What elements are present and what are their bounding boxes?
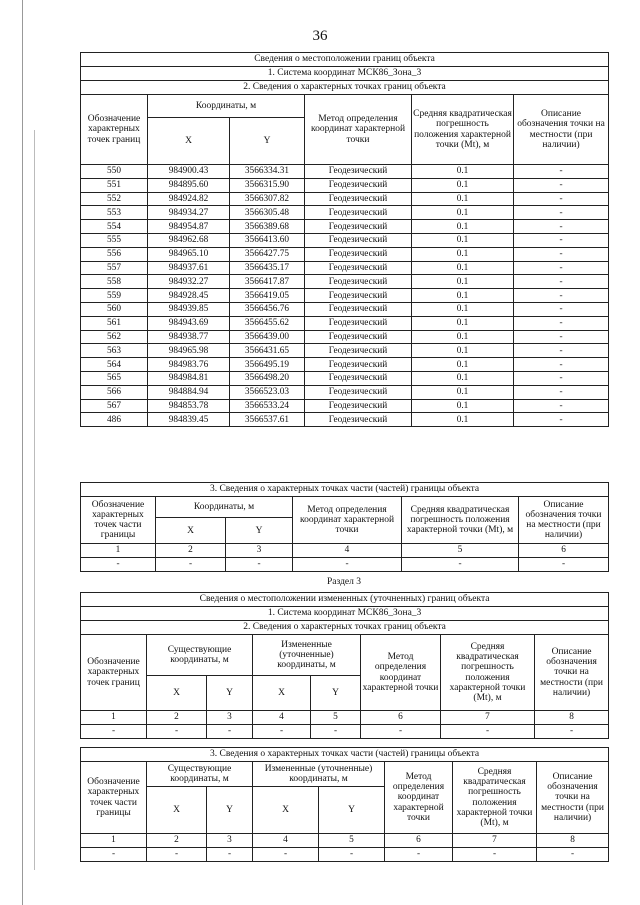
point-id-cell: 560 [81,302,148,316]
coord-y-cell: 3566456.76 [230,302,305,316]
point-id-cell: 486 [81,413,148,427]
empty-cell: - [81,847,147,861]
description-cell: - [514,247,609,261]
header-x: X [156,518,226,544]
header-description: Описание обозначения точки на местности (при наличии) [537,762,609,834]
coord-x-cell: 984965.10 [148,247,230,261]
column-number: 6 [385,834,453,848]
point-id-cell: 562 [81,330,148,344]
table-row [81,289,609,303]
description-cell: - [514,275,609,289]
header-description: Описание обозначения точки на местности (при наличии) [519,497,609,544]
coord-x-cell: 984962.68 [148,233,230,247]
empty-cell: - [147,724,207,738]
point-id-cell: 561 [81,316,148,330]
method-cell: Геодезический [305,385,412,399]
error-mt-cell: 0.1 [412,289,514,303]
point-id-cell: 551 [81,178,148,192]
empty-cell: - [402,557,519,571]
header-error: Средняя квадратическая погрешность положения характерной точки (Mt), м [453,762,537,834]
column-number: 5 [319,834,385,848]
method-cell: Геодезический [305,275,412,289]
binding-margin-line [34,130,35,870]
table-title: Сведения о местоположении измененных (уточненных) границ объекта [81,593,609,607]
empty-cell: - [537,847,609,861]
coord-y-cell: 3566533.24 [230,399,305,413]
coord-y-cell: 3566537.61 [230,413,305,427]
method-cell: Геодезический [305,165,412,179]
description-cell: - [514,330,609,344]
coord-y-cell: 3566495.19 [230,358,305,372]
coord-x-cell: 984983.76 [148,358,230,372]
column-number: 1 [81,544,156,558]
coord-y-cell: 3566523.03 [230,385,305,399]
point-id-cell: 558 [81,275,148,289]
empty-row [81,724,609,738]
point-id-cell: 552 [81,192,148,206]
coord-y-cell: 3566307.82 [230,192,305,206]
coord-x-cell: 984932.27 [148,275,230,289]
changed-part-boundary-points-table [80,747,609,862]
part-boundary-points-table [80,482,609,572]
method-cell: Геодезический [305,289,412,303]
table-row [81,261,609,275]
coord-x-cell: 984954.87 [148,220,230,234]
coord-y-cell: 3566389.68 [230,220,305,234]
coord-y-cell: 3566334.31 [230,165,305,179]
column-numbers-row [81,711,609,725]
method-cell: Геодезический [305,247,412,261]
header-x: X [253,676,311,711]
header-method: Метод определения координат характерной точки [385,762,453,834]
point-id-cell: 550 [81,165,148,179]
error-mt-cell: 0.1 [412,344,514,358]
empty-cell: - [253,724,311,738]
header-error: Средняя квадратическая погрешность положения характерной точки (Mt), м [412,95,514,165]
coord-x-cell: 984939.85 [148,302,230,316]
coord-x-cell: 984965.98 [148,344,230,358]
point-id-cell: 554 [81,220,148,234]
error-mt-cell: 0.1 [412,385,514,399]
column-number: 5 [311,711,361,725]
coord-system: 1. Система координат МСК86_Зона_3 [81,67,609,81]
point-id-cell: 564 [81,358,148,372]
error-mt-cell: 0.1 [412,358,514,372]
error-mt-cell: 0.1 [412,302,514,316]
column-number: 6 [361,711,441,725]
header-x: X [253,787,319,834]
description-cell: - [514,399,609,413]
section-title: 2. Сведения о характерных точках границ объекта [81,81,609,95]
point-id-cell: 565 [81,371,148,385]
empty-cell: - [319,847,385,861]
table-row [81,165,609,179]
coord-y-cell: 3566498.20 [230,371,305,385]
header-designation: Обозначение характерных точек части границы [81,762,147,834]
empty-cell: - [453,847,537,861]
header-y: Y [226,518,293,544]
method-cell: Геодезический [305,371,412,385]
empty-cell: - [156,557,226,571]
coord-x-cell: 984924.82 [148,192,230,206]
coord-x-cell: 984943.69 [148,316,230,330]
coord-y-cell: 3566419.05 [230,289,305,303]
method-cell: Геодезический [305,302,412,316]
description-cell: - [514,289,609,303]
method-cell: Геодезический [305,178,412,192]
empty-row [81,847,609,861]
error-mt-cell: 0.1 [412,220,514,234]
description-cell: - [514,165,609,179]
error-mt-cell: 0.1 [412,371,514,385]
description-cell: - [514,344,609,358]
header-description: Описание обозначения точки на местности (при наличии) [514,95,609,165]
table-row [81,316,609,330]
header-designation: Обозначение характерных точек границ [81,635,147,711]
method-cell: Геодезический [305,358,412,372]
description-cell: - [514,413,609,427]
coord-y-cell: 3566417.87 [230,275,305,289]
empty-cell: - [293,557,402,571]
description-cell: - [514,316,609,330]
column-number: 2 [156,544,226,558]
column-number: 3 [207,834,253,848]
description-cell: - [514,220,609,234]
method-cell: Геодезический [305,261,412,275]
table-row [81,220,609,234]
empty-cell: - [441,724,535,738]
error-mt-cell: 0.1 [412,178,514,192]
error-mt-cell: 0.1 [412,165,514,179]
column-number: 8 [535,711,609,725]
empty-cell: - [311,724,361,738]
coord-y-cell: 3566431.65 [230,344,305,358]
boundary-points-table [80,52,609,427]
description-cell: - [514,206,609,220]
empty-row [81,557,609,571]
empty-cell: - [361,724,441,738]
method-cell: Геодезический [305,192,412,206]
coord-x-cell: 984937.61 [148,261,230,275]
coord-x-cell: 984938.77 [148,330,230,344]
header-changed-coords: Измененные (уточненные) координаты, м [253,635,361,676]
table-row [81,344,609,358]
column-number: 2 [147,834,207,848]
error-mt-cell: 0.1 [412,399,514,413]
table-row [81,192,609,206]
column-number: 5 [402,544,519,558]
coord-x-cell: 984934.27 [148,206,230,220]
page-number: 36 [312,28,328,44]
header-y: Y [230,118,305,165]
header-description: Описание обозначения точки на местности (при наличии) [535,635,609,711]
header-designation: Обозначение характерных точек части границы [81,497,156,544]
empty-cell: - [207,724,253,738]
coord-x-cell: 984895.60 [148,178,230,192]
method-cell: Геодезический [305,316,412,330]
point-id-cell: 559 [81,289,148,303]
error-mt-cell: 0.1 [412,275,514,289]
column-numbers-row [81,834,609,848]
method-cell: Геодезический [305,413,412,427]
column-number: 4 [293,544,402,558]
column-number: 4 [253,834,319,848]
table-row [81,302,609,316]
coord-y-cell: 3566315.90 [230,178,305,192]
column-number: 7 [441,711,535,725]
column-number: 4 [253,711,311,725]
description-cell: - [514,178,609,192]
method-cell: Геодезический [305,399,412,413]
method-cell: Геодезический [305,344,412,358]
coord-x-cell: 984900.43 [148,165,230,179]
method-cell: Геодезический [305,220,412,234]
error-mt-cell: 0.1 [412,261,514,275]
header-method: Метод определения координат характерной точки [305,95,412,165]
column-number: 2 [147,711,207,725]
coord-y-cell: 3566439.00 [230,330,305,344]
error-mt-cell: 0.1 [412,206,514,220]
point-id-cell: 556 [81,247,148,261]
header-y: Y [207,787,253,834]
table-row [81,358,609,372]
header-changed-coords: Измененные (уточненные) координаты, м [253,762,385,787]
empty-cell: - [147,847,207,861]
description-cell: - [514,261,609,275]
coord-x-cell: 984984.81 [148,371,230,385]
empty-cell: - [81,724,147,738]
header-y: Y [207,676,253,711]
method-cell: Геодезический [305,206,412,220]
section-3-label: Раздел 3 [327,577,361,587]
header-x: X [147,676,207,711]
coord-x-cell: 984884.94 [148,385,230,399]
description-cell: - [514,385,609,399]
header-method: Метод определения координат характерной точки [293,497,402,544]
table-title: 3. Сведения о характерных точках части (частей) границы объекта [81,483,609,497]
table-row [81,247,609,261]
table-row [81,330,609,344]
coord-y-cell: 3566413.60 [230,233,305,247]
coord-x-cell: 984839.45 [148,413,230,427]
point-id-cell: 563 [81,344,148,358]
header-coords: Координаты, м [148,95,305,118]
header-error: Средняя квадратическая погрешность положения характерной точки (Mt), м [441,635,535,711]
empty-cell: - [207,847,253,861]
column-number: 3 [207,711,253,725]
method-cell: Геодезический [305,330,412,344]
column-number: 1 [81,834,147,848]
method-cell: Геодезический [305,233,412,247]
empty-cell: - [519,557,609,571]
binding-margin-line [22,0,23,905]
header-method: Метод определения координат характерной точки [361,635,441,711]
error-mt-cell: 0.1 [412,413,514,427]
changed-boundary-points-table [80,592,609,739]
table-title: 3. Сведения о характерных точках части (частей) границы объекта [81,748,609,762]
table-row [81,385,609,399]
header-existing-coords: Существующие координаты, м [147,635,253,676]
table-row [81,206,609,220]
coord-x-cell: 984928.45 [148,289,230,303]
description-cell: - [514,233,609,247]
description-cell: - [514,371,609,385]
empty-cell: - [253,847,319,861]
column-number: 3 [226,544,293,558]
header-coords: Координаты, м [156,497,293,518]
header-y: Y [311,676,361,711]
header-y: Y [319,787,385,834]
empty-cell: - [226,557,293,571]
error-mt-cell: 0.1 [412,192,514,206]
column-numbers-row [81,544,609,558]
table-row [81,399,609,413]
column-number: 6 [519,544,609,558]
table-body [81,165,609,427]
table-row [81,413,609,427]
column-number: 1 [81,711,147,725]
table-row [81,275,609,289]
section-title: 2. Сведения о характерных точках границ объекта [81,621,609,635]
column-number: 8 [537,834,609,848]
table-row [81,178,609,192]
empty-cell: - [535,724,609,738]
empty-cell: - [385,847,453,861]
column-number: 7 [453,834,537,848]
coord-y-cell: 3566455.62 [230,316,305,330]
point-id-cell: 566 [81,385,148,399]
coord-x-cell: 984853.78 [148,399,230,413]
description-cell: - [514,302,609,316]
coord-system: 1. Система координат МСК86_Зона_3 [81,607,609,621]
header-x: X [147,787,207,834]
coord-y-cell: 3566427.75 [230,247,305,261]
error-mt-cell: 0.1 [412,247,514,261]
point-id-cell: 557 [81,261,148,275]
description-cell: - [514,358,609,372]
header-existing-coords: Существующие координаты, м [147,762,253,787]
header-x: X [148,118,230,165]
point-id-cell: 567 [81,399,148,413]
point-id-cell: 555 [81,233,148,247]
error-mt-cell: 0.1 [412,316,514,330]
table-row [81,371,609,385]
coord-y-cell: 3566435.17 [230,261,305,275]
error-mt-cell: 0.1 [412,233,514,247]
coord-y-cell: 3566305.48 [230,206,305,220]
error-mt-cell: 0.1 [412,330,514,344]
header-error: Средняя квадратическая погрешность положения характерной точки (Mt), м [402,497,519,544]
table-title: Сведения о местоположении границ объекта [81,53,609,67]
description-cell: - [514,192,609,206]
table-row [81,233,609,247]
header-designation: Обозначение характерных точек границ [81,95,148,165]
empty-cell: - [81,557,156,571]
point-id-cell: 553 [81,206,148,220]
